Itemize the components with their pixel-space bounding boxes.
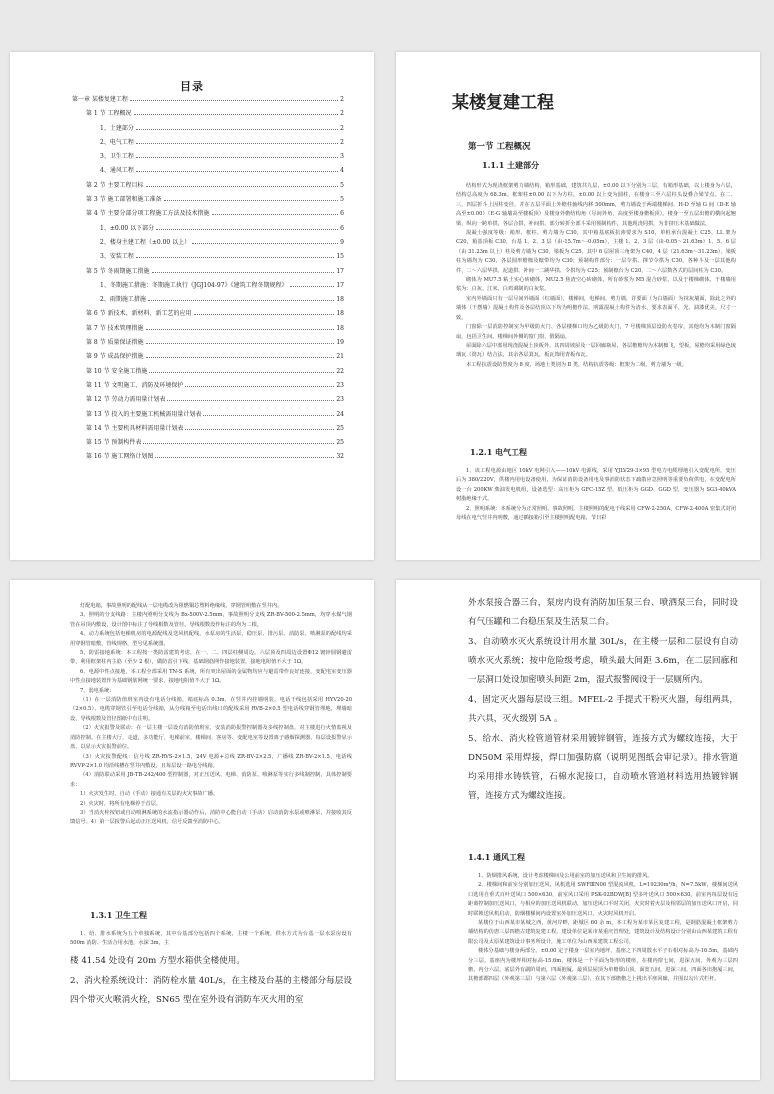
toc-page-number: 6 (340, 224, 344, 232)
paragraph: 6、电源中性点接地，本工程全部采用 TN-S 系统，所有突出屋面的金属物均应与避雷带作良好连接，变配电室变压器中性点接地装置作为基础钢筋网统一要求，接地电阻值不大于 1Ω。 (70, 668, 352, 685)
ventilation-paragraphs (468, 872, 738, 985)
toc-page-number: 21 (336, 353, 344, 361)
toc-page-number: 18 (336, 296, 344, 304)
toc-page-number: 19 (336, 339, 344, 347)
toc-leader-dots (146, 182, 339, 187)
toc-entry-text: 第 13 节 投入的主要施工机械需用量计划表 (86, 410, 202, 418)
toc-entry-text: 第 7 节 技术管理措施 (86, 324, 144, 332)
toc-leader-dots (130, 96, 338, 101)
toc-leader-dots (290, 282, 335, 287)
toc-entry[interactable] (72, 180, 344, 194)
paragraph: 某楼位于山西某市某城之西，黄河岸畔，距城区 60 余 m，本工程为某市某区复建工程，是钢筋混凝土框架剪力墙结构的仿唐三层四檐古建筑复建工程，建设单位是某市某重庆管理处，建筑设计及结构设计分别由山西某建筑工程有限公司及太原某建筑设计事务所设计，施工单位为山西某建筑工程公司。 (468, 920, 738, 945)
toc-leader-dots (136, 153, 338, 158)
toc-page-number: 4 (340, 167, 344, 175)
document-title: 某楼复建工程 (452, 93, 554, 113)
toc-entry-text: 2、电气工程 (100, 138, 134, 146)
toc-entry[interactable] (72, 423, 344, 437)
paragraph: 3、自动喷水灭火系统设计用水量 30L/s，在主楼一层和二层设有自动喷水灭火系统；按中危险级考虑，喷头最大间距 3.6m，在二层回廊和一层洞口处设加密喷头间距 2m，湿式报警阀设于一层厕所内。 (468, 637, 738, 685)
page-toc (10, 52, 374, 560)
paragraph: 外水泵接合器三台，泵房内设有消防加压泵三台、喷洒泵三台，同时设有气压罐和二台稳压泵及生活泵二台。 (468, 598, 738, 627)
toc-page-number: 3 (340, 153, 344, 161)
toc-page-number: 2 (340, 138, 344, 146)
toc-page-number: 25 (336, 439, 344, 447)
toc-page-number: 18 (336, 310, 344, 318)
toc-entry[interactable] (72, 409, 344, 423)
toc-entry[interactable] (72, 437, 344, 451)
toc-page-number: 9 (340, 238, 344, 246)
toc-entry[interactable] (72, 380, 344, 394)
paragraph: 楼 41.54 处设有 20m 方型水箱供全楼使用。 (70, 956, 245, 966)
toc-leader-dots (146, 325, 335, 330)
paragraph: 3）当消火栓按钮或自动喷淋系统的水流指示器动作后，消防中心能自动（手动）启动消防水泵或喷淋泵，并接收其反馈信号。4）第一层报警后起动正压送风机，信号反馈至消防中心。 (70, 809, 352, 826)
toc-entry[interactable] (72, 366, 344, 380)
paragraph: （1）在一层消防值班室内设有电话分线箱，箱底标高 0.3m，在竖井内挂墙明装，电话干线包括采用 HYV20-20（2×0.5），电缆穿钢管引至电话分线箱，从分线箱至电话出线口的配线采用 RVB-2×0.5 型电话线穿钢管埋地，埋墙暗设，导线根数及管径图纸中有注明。 (70, 697, 352, 722)
civil-paragraphs (456, 182, 736, 370)
paragraph: 混凝土强度等级：箱形、框柱、剪力墙为 C30，其中箱基底板抗渗要求为 S10，单桩承台混凝土 C25，LL 架为 C20，箱基顶板 C30，台基 1、2、3 层（由-15.7m～-0.05m），主楼 1、2、3 层（由-0.05～21.63m）1、5、6 层（由 31.23m 以上）柱及剪力墙为 C30，梁板为 C25，其中 6 层屋顶三角架为 C40，4 层（21.63m～31.23m），梁板柱为墙均为 C30，各层圆形檐檩及檩带均为 C30；预制构件部分：一层令拱、撑节令拱为 C30，各种斗及一层其他构件，二～六层华拱、泥道拱、补间一二跳华拱、令拱均为 C25；预制檩台为 C20，二～六层数各式的层间柱为 C30。 (456, 230, 736, 274)
toc-page-number: 17 (336, 267, 344, 275)
toc-title: 目录 (180, 80, 204, 93)
toc-entry[interactable] (72, 251, 344, 265)
toc-page-number: 15 (336, 253, 344, 261)
section-heading: 第一节 工程概况 (468, 142, 531, 152)
toc-leader-dots (149, 368, 334, 373)
toc-leader-dots (146, 353, 335, 358)
toc-page-number: 23 (336, 381, 344, 389)
fire-system-paragraphs (468, 594, 738, 807)
toc-entry-text: 2、雨期施工措施 (100, 296, 146, 304)
toc-entry-text: 第 1 节 工程概况 (86, 110, 132, 118)
plumbing-intro (70, 930, 352, 949)
paragraph: 2、照明系统：本系统分为正常照明、事故照明。主楼照明的配电干线采用 CFW-2-250A，CFW-2-400A 密集式封闭母线在电气竖井内明敷，通过插接箱引至主楼照明配电箱，节日彩 (456, 505, 736, 522)
subsection-civil-heading: 1.1.1 土建部分 (482, 160, 540, 170)
paragraph: 4、动力系统包括电梯机房的电源配线及送风机配线，水泵房的生活泵，稳压泵、排污泵、消防泵、喷淋泵的配线均采用穿钢管暗敷，管线规格，型号见系统图。 (70, 631, 352, 647)
toc-leader-dots (203, 411, 334, 416)
toc-leader-dots (185, 425, 334, 430)
toc-entry[interactable] (72, 266, 344, 280)
toc-entry[interactable] (72, 151, 344, 165)
toc-entry[interactable] (72, 308, 344, 322)
toc-entry-text: 第 14 节 主要机具材料需用量计划表 (86, 424, 184, 432)
subsection-ventilation-heading: 1.4.1 通风工程 (468, 852, 526, 862)
toc-entry[interactable] (72, 294, 344, 308)
toc-entry-text: 第 10 节 安全施工措施 (86, 367, 148, 375)
toc-page-number: 23 (336, 396, 344, 404)
toc-entry[interactable] (72, 323, 344, 337)
toc-entry-text: 第 9 节 成品保护措施 (86, 353, 144, 361)
toc-entry-text: 第 4 节 主要分部分项工程施工方法及技术措施 (86, 210, 210, 218)
toc-list (72, 94, 344, 466)
toc-entry-text: 第 12 节 劳动力需用量计划表 (86, 396, 166, 404)
paragraph: （3）火灾报警配线：信号线 ZR-RVS-2×1.5，24V 电源+总线 ZR-BV-2×2.5，广播线 ZR-BV-2×1.5，电话线 RVVP-2×1.0 均沿线槽在竖井内敷设，且每层设一路电分线箱。 (70, 753, 352, 769)
paragraph: 本工程抗震设防烈度为 8 度，场地土类别为 Ⅱ 类，结构抗震等级：框架为二级，剪力墙为一级。 (466, 361, 687, 368)
toc-entry-text: 1、冬期施工措施：冬期施工执行《JGJ104-97》《建筑工程冬期规程》 (100, 281, 288, 289)
toc-leader-dots (152, 268, 335, 273)
toc-page-number: 2 (340, 110, 344, 118)
toc-entry-text: 3、卫生工程 (100, 153, 134, 161)
toc-leader-dots (164, 196, 339, 201)
toc-entry[interactable] (72, 237, 344, 251)
toc-page-number: 2 (340, 96, 344, 103)
page-plumbing-ventilation (396, 580, 760, 1080)
paragraph: 7、弱电系统： (80, 687, 115, 694)
toc-leader-dots (185, 382, 334, 387)
toc-page-number: 32 (336, 453, 344, 461)
toc-entry-text: 第 5 节 冬雨期施工措施 (86, 267, 150, 275)
toc-entry-text: 第 11 节 文明施工、消防及环境保护 (86, 381, 184, 389)
toc-page-number: 2 (340, 124, 344, 132)
toc-entry[interactable] (72, 165, 344, 179)
toc-entry-text: 第 3 节 施工部署和施工准备 (86, 196, 162, 204)
toc-page-number: 18 (336, 324, 344, 332)
paragraph: 1）火灾发生时，自动（手动）接通有关层的火灾事故广播。 (80, 791, 219, 798)
toc-leader-dots (134, 110, 339, 115)
toc-leader-dots (167, 396, 334, 401)
toc-entry-text: 1、±0.00 以下部分 (100, 224, 155, 232)
paragraph: 楼体分基础与楼身两部分。±0.00 定于楼身一层室内地坪，基座之下四周散水平子石相对标高为-16.5m，基础内分三层，基座内为楼坪相对标高-15.6m，楼体是一个平面为矩形的楼座，在楼内窗七间，进深五间，外观为三层四檐，内分六层，底层外有副阶周而，四面抱厦，最顶层屋顶为单檐歇山顶，面宽五间，进深三间，四面各出抱厦三间，其檐部都四层（外观第三层）与第六层（外观第三层），在其下部檐檐之上挑出平座回廊，并围以勾片式栏杆。 (468, 948, 738, 983)
toc-leader-dots (194, 310, 335, 315)
paragraph: 4、固定灭火器每层设三组。MFEL-2 手提式干粉灭火器，每组两具，共六具，灭火级别 5A 。 (468, 695, 738, 724)
paragraph: 2、消火栓系统设计：消防栓水量 40L/s，在主楼及台基的主楼部分每层设四个带灭火喉消火栓，SN65 型在室外设有消防车灭火用的室 (70, 976, 352, 1005)
paragraph: 室内外墙面只有一层尽间外墙面（红墙面），楼梯间，电梯间、剪力墙，并要面（为白墙面）为抹灰墙面，除此之外的墙体（干摆墙）混凝土构件及各层结顶以下均为明檐作法，明露混凝土构件为清水，要求表面平，光，油漆优美。尺寸一致。 (456, 295, 736, 321)
toc-entry[interactable] (72, 94, 344, 108)
toc-entry[interactable] (72, 194, 344, 208)
paragraph: 1、给、排水系统为五个单独系统，其中台基部分包括四个系统，主楼一个系统，供水方式为台基一层水泵房设有 500m 消防、生活合用水池，水深 3m，主 (70, 931, 352, 947)
subsection-electrical-heading: 1.2.1 电气工程 (470, 447, 528, 457)
weak-current-paragraphs (70, 602, 352, 828)
toc-page-number: 17 (336, 281, 344, 289)
toc-page-number: 24 (336, 410, 344, 418)
paragraph: 结构形式为现浇框架剪力墙结构，箱形基础，建筑共九层，±0.00 以下分别为三层，有箱形基础，以上楼身为六层，结构总高度为 68.3m。框架柱±0.00 以下为方柱，±0.00 以上变为圆柱，在楼身三至六层柱头设叠合梁节点。在二、三、四层折斗上因柱变径，并在五层平面上外檐柱轴线内移 500mm，剪力墙设于两端楼梯间、H-D 至轴 G 间（D-E 轴高至±0.00）（E-G 轴墙高至楼板顶）及楼身外檐结构角（尽间外角，高度至楼身檐板顶）。楼身一至五层出檐的横向起翘梁，纵向一跨单拱，各层合拱，补间拱，部分转折全部斗采用预制构件，其他现浇同拱，为非挤压木基础做法。 (456, 183, 736, 227)
toc-leader-dots (136, 167, 338, 172)
paragraph: 砌体为 MU7.5 粘土实心砖砌体，MU2.5 焦渣空心砖砌体，所有砂浆为 M5 混合砂浆，以及于楼梯砌体，干楼墙用浆为：白灰、江米，白鸡调制的白灰浆。 (456, 277, 736, 293)
plumbing-paragraphs (70, 952, 352, 1011)
toc-entry-text: 2、楼身主建工程（±0.00 以上） (100, 238, 191, 246)
toc-page-number: 22 (336, 367, 344, 375)
toc-entry-text: 第 15 节 预制构件表 (86, 439, 142, 447)
subsection-plumbing-heading: 1.3.1 卫生工程 (90, 910, 148, 920)
toc-entry-text: 第一章 某楼复建工程 (72, 96, 128, 103)
paragraph: （4）消防联动采用 JB-TB-242/400 型控制器，对正压送风、电梯、消防泵、喷淋泵等实行多线制控制，具体控制要求： (70, 772, 352, 788)
toc-entry-text: 4、通风工程 (100, 167, 134, 175)
toc-page-number: 5 (340, 196, 344, 204)
toc-leader-dots (136, 139, 338, 144)
page-overview (396, 52, 760, 560)
toc-page-number: 5 (340, 181, 344, 189)
toc-leader-dots (136, 253, 335, 258)
toc-entry-text: 第 6 节 新技术、新材料、新工艺的应用 (86, 310, 192, 318)
toc-entry-text: 第 8 节 质量保证措施 (86, 339, 144, 347)
toc-leader-dots (148, 296, 335, 301)
paragraph: 3、照明的分支线路：主楼内照明分支线为 Bx-500V-2.5mm，事故照明分支线 ZR-BV-500-2.5mm，均穿水煤气钢管在吊顶内敷设，设计图中标注了导线根数及管径，导线根数没作标注的均为二根。 (70, 612, 352, 628)
toc-entry[interactable] (72, 108, 344, 122)
toc-entry-text: 3、安装工程 (100, 253, 134, 261)
toc-page-number: 25 (336, 424, 344, 432)
paragraph: 屋面除六层中部用现浇混凝土顶板外，其四周坡屋及一层回廊瓶屋，各层檐檐均为木制檩飞，望板，屋檐均采用绿色琉璃瓦（筒瓦）结合法，其余各层箕瓦，板瓦饰用青板布瓦。 (456, 342, 736, 359)
paragraph: 1、该工程电源由地区 10kV 电网引入——10kV 电源线，采用 YJLV29-3×95 型电力电缆埋地引入变配电所，变压后为 380/220V，供楼内用电设备使用，为保证消防设备用电及事消防状态下疏散应急照明等重要负荷供电，在变配电所设一台 200KW 柴油发电机组，设备选型：高压柜为 GFC-15Z 型，低压柜为 GGD、GGD 型，变压器为 SG3-40kVA 树脂绝缘干式。 (456, 468, 736, 503)
toc-entry-text: 第 2 节 主要工程目标 (86, 181, 144, 189)
paragraph: 5、防雷接地系统：本工程按一类防雷建筑考虑，在一、二、四层柱侧周边，六层顶及四周边设置Φ12 镀锌圆钢避雷带，利用框架柱内主筋（至少 2 根），做防雷引下线，基础钢筋网作接地装置，接地电阻值不大于 1Ω。 (70, 650, 352, 666)
paragraph: 1、防烟排风系统，设计考虑楼梯间及公用前室的加压送风和卫生间的排风。 (478, 873, 653, 879)
toc-leader-dots (212, 210, 339, 215)
toc-entry-text: 第 16 节 施工网络计划图 (86, 453, 154, 461)
paragraph: （2）火灾报警及联动：在一层主楼一层设有消防值班室，安装消防报警控制器及多线控制盘，对主楼进行火情监视及消防控制。在主楼大厅，走道，多功能厅，电梯前室，楼梯间、客房等、变配电室等设置离子感烟探测器，每层设报警显示盘，以显示火灾报警前位。 (70, 725, 352, 751)
paragraph: 灯配电箱，事故照明的配线从一层电缆改为阻燃铜芯塑料绝缘线，穿钢管明敷在竖井内。 (80, 603, 283, 609)
toc-entry[interactable] (72, 137, 344, 151)
toc-leader-dots (192, 239, 338, 244)
toc-entry[interactable] (72, 280, 344, 294)
page-electrical-continued (10, 580, 374, 1080)
toc-entry[interactable] (72, 351, 344, 365)
toc-leader-dots (143, 439, 334, 444)
toc-leader-dots (136, 125, 338, 130)
toc-entry-text: 1、土建部分 (100, 124, 134, 132)
toc-page-number: 6 (340, 210, 344, 218)
paragraph: 2）火灾时，将所有电梯停于首层。 (80, 800, 162, 807)
paragraph: 5、给水、消火栓管道管材采用镀锌钢管，连接方式为螺纹连接，大于 DN50M 采用焊接，焊口加强防腐（说明见图纸会审记录）。排水管道均采用排水铸铁管，石棉水泥接口，自动喷水管道材料选用热镀锌钢管，连接方式为螺纹连接。 (468, 734, 738, 801)
paragraph: 门窗除一层消防控制室为甲级防火门、各层楼梯口均为乙级防火门，7 号楼梯顶层设防火卷帘，其他均为木制门窗隔扇，包括卫生间。楼梯间外侧的窗门窗，假隔扇。 (456, 324, 736, 340)
toc-entry[interactable] (72, 451, 344, 465)
toc-entry[interactable] (72, 208, 344, 222)
toc-entry[interactable] (72, 394, 344, 408)
toc-entry[interactable] (72, 223, 344, 237)
toc-entry[interactable] (72, 337, 344, 351)
electrical-paragraphs (456, 467, 736, 523)
toc-entry[interactable] (72, 123, 344, 137)
toc-leader-dots (155, 453, 334, 458)
toc-leader-dots (146, 339, 335, 344)
paragraph: 2、楼梯间和前室分别加压送风，风机选用 SWFⅢN06 型混流风机，L=19230m³/h，N=7.5kW，楼梯间送风口选用自垂式百叶送风口 500×630，前室风口采用 PSK-02BDW[B] 型多叶送风口 500×630。前室内每层设有远距离控制加压送风口，与相应的加压送风机联动，加压送风口平时关闭，火灾时着火层及相邻层的加压送风口开启，同时联锁送风机启动，防烟楼梯间内设置室外加压送风口。火灾时风机开启。 (468, 882, 738, 917)
toc-leader-dots (156, 225, 338, 230)
